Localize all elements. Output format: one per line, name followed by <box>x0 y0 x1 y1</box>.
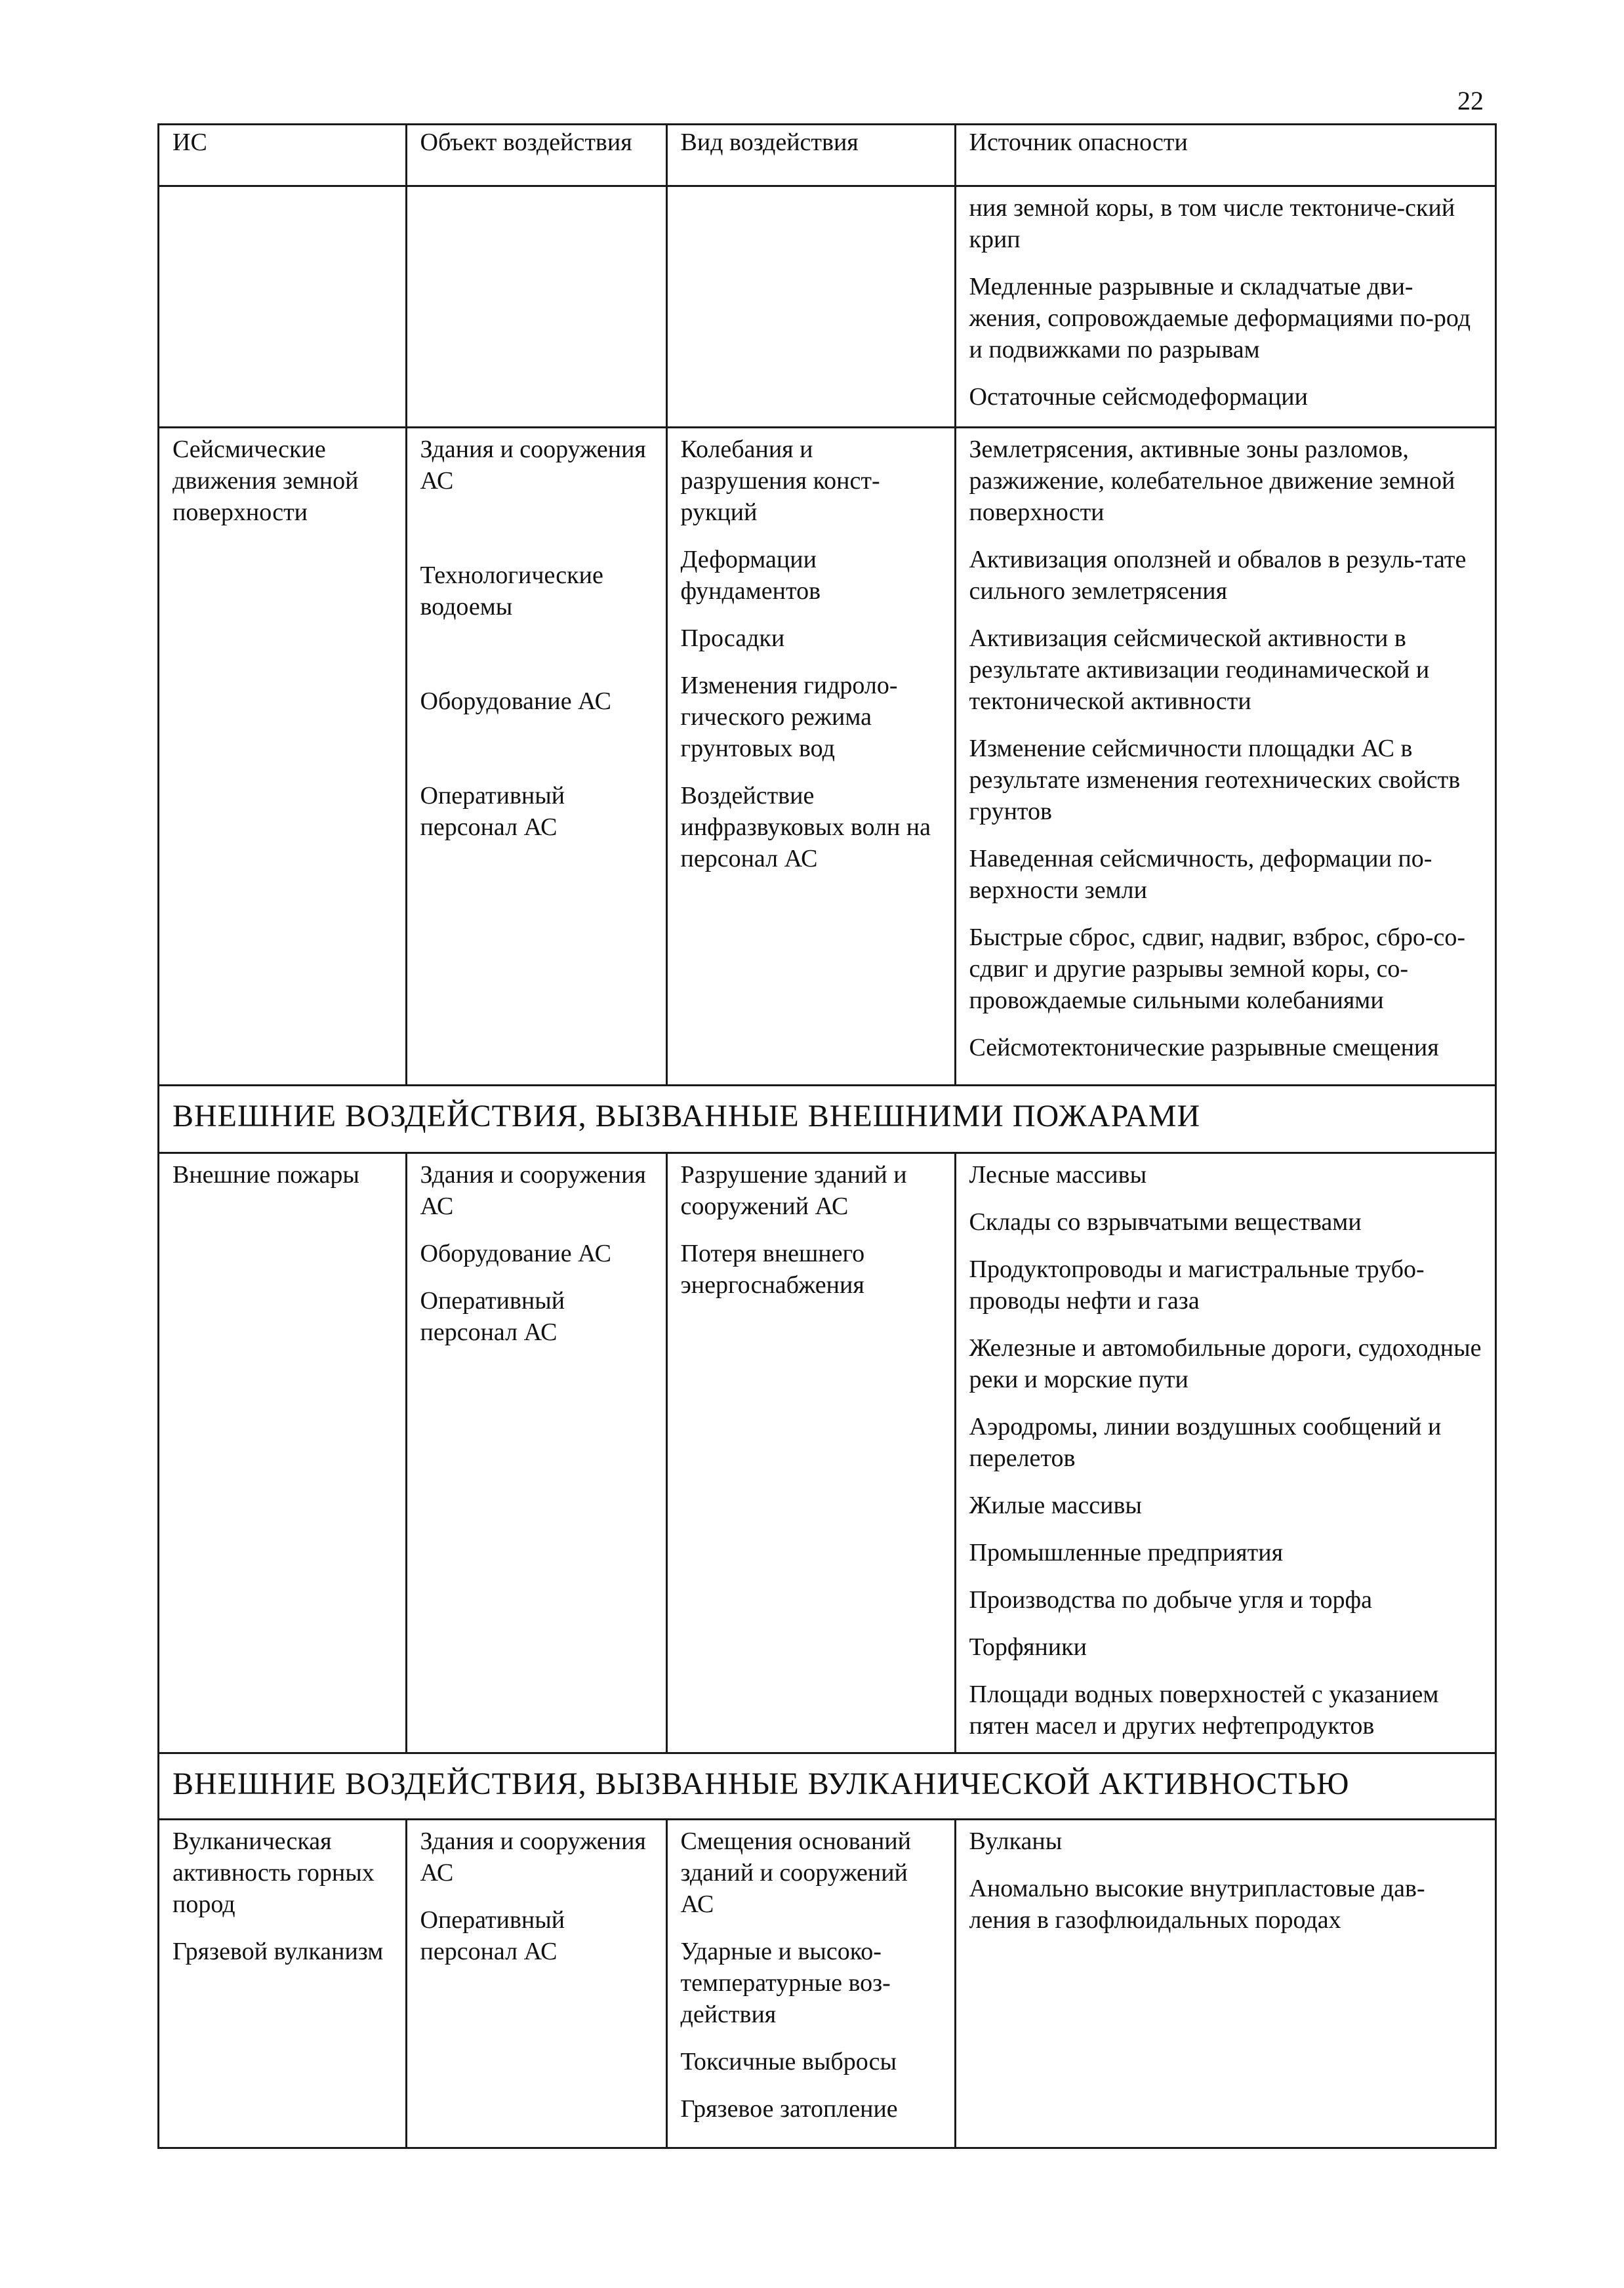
table-block-seismic <box>157 123 1497 1086</box>
cell-is: Внешние пожары <box>159 1154 406 1752</box>
is-item: Вулканическая активность горных пород <box>173 1828 375 1918</box>
cell-object <box>406 1154 666 1752</box>
source-item: Жилые массивы <box>969 1492 1142 1519</box>
source-item: Площади водных поверхностей с указанием пятен масел и других нефтепродуктов <box>969 1681 1439 1740</box>
source-item: Лесные массивы <box>969 1161 1147 1189</box>
section-title-fires-box <box>157 1084 1497 1154</box>
impact-item: Грязевое затопление <box>680 2095 898 2123</box>
table-row <box>159 186 1495 427</box>
source-item: Быстрые сброс, сдвиг, надвиг, взброс, сбро-со-сдвиг и другие разрывы земной коры, со-провождаемые сильными колебаниями <box>969 923 1465 1014</box>
source-item: Аэродромы, линии воздушных сообщений и перелетов <box>969 1413 1442 1472</box>
object-item: Здания и сооружения АС <box>420 1828 646 1887</box>
cell-is: Сейсмические движения земной поверхности <box>159 427 406 1084</box>
impact-item: Просадки <box>680 624 785 652</box>
source-item: Медленные разрывные и складчатые дви-жения, сопровождаемые деформациями по-род и подвижками по разрывам <box>969 272 1471 363</box>
impact-item: Токсичные выбросы <box>680 2048 897 2075</box>
source-item: Сейсмотектонические разрывные смещения <box>969 1033 1439 1061</box>
source-item: Производства по добыче угля и торфа <box>969 1586 1373 1614</box>
impact-item: Колебания и разрушения конст-рукций <box>680 435 880 526</box>
cell-impact <box>666 1820 955 2147</box>
object-item: Здания и сооружения АС <box>420 1161 646 1220</box>
source-item: Промышленные предприятия <box>969 1539 1284 1566</box>
table-block-fires <box>157 1152 1497 1754</box>
section-title-fires: ВНЕШНИЕ ВОЗДЕЙСТВИЯ, ВЫЗВАННЫЕ ВНЕШНИМИ ПОЖАРАМИ <box>173 1099 1201 1134</box>
table-row <box>159 1154 1495 1752</box>
cell-impact <box>666 427 955 1084</box>
source-item: Железные и автомобильные дороги, судоходные реки и морские пути <box>969 1334 1482 1393</box>
impact-item: Воздействие инфразвуковых волн на персонал АС <box>680 781 931 872</box>
impact-item: Разрушение зданий и сооружений АС <box>680 1161 907 1220</box>
cell-sources <box>955 427 1495 1084</box>
cell-impact <box>666 1154 955 1752</box>
object-item: Здания и сооружения АС <box>420 435 646 495</box>
volcanic-table <box>159 1820 1495 2147</box>
source-item: Остаточные сейсмодеформации <box>969 382 1308 411</box>
cell-sources <box>955 1154 1495 1752</box>
object-item: Технологические водоемы <box>420 561 603 621</box>
header-source: Источник опасности <box>955 125 1495 186</box>
cell-is <box>159 186 406 427</box>
cell-object <box>406 427 666 1084</box>
header-object: Объект воздействия <box>406 125 666 186</box>
is-item: Грязевой вулканизм <box>173 1938 384 1965</box>
cell-is <box>159 1820 406 2147</box>
impact-item: Потеря внешнего энергоснабжения <box>680 1240 865 1299</box>
impact-item: Смещения оснований зданий и сооружений АС <box>680 1828 911 1918</box>
table-block-volcanic <box>157 1818 1497 2149</box>
impact-item: Ударные и высоко-температурные воз-действия <box>680 1938 891 2028</box>
source-item: Аномально высокие внутрипластовые дав-ления в газофлюидальных породах <box>969 1875 1425 1934</box>
cell-sources <box>955 186 1495 427</box>
header-impact: Вид воздействия <box>666 125 955 186</box>
table-row <box>159 1820 1495 2147</box>
object-item: Оперативный персонал АС <box>420 781 565 841</box>
source-item: Склады со взрывчатыми веществами <box>969 1208 1362 1236</box>
impact-item: Деформации фундаментов <box>680 545 821 605</box>
cell-sources <box>955 1820 1495 2147</box>
table-header-row <box>159 125 1495 186</box>
fires-table <box>159 1154 1495 1752</box>
impact-item: Изменения гидроло-гического режима грунтовых вод <box>680 671 898 762</box>
table-row <box>159 427 1495 1084</box>
source-item: Активизация сейсмической активности в результате активизации геодинамической и тектонической активности <box>969 624 1430 715</box>
section-title-volcanic-box <box>157 1752 1497 1820</box>
cell-object <box>406 186 666 427</box>
cell-impact <box>666 186 955 427</box>
source-item: Торфяники <box>969 1633 1087 1661</box>
source-item: Вулканы <box>969 1828 1063 1855</box>
section-title-volcanic: ВНЕШНИЕ ВОЗДЕЙСТВИЯ, ВЫЗВАННЫЕ ВУЛКАНИЧЕСКОЙ АКТИВНОСТЬЮ <box>173 1767 1350 1801</box>
source-item: Активизация оползней и обвалов в резуль-тате сильного землетрясения <box>969 545 1467 605</box>
header-is: ИС <box>159 125 406 186</box>
object-item: Оборудование АС <box>420 687 611 715</box>
hazard-table <box>159 125 1495 1084</box>
object-item: Оперативный персонал АС <box>420 1287 565 1346</box>
page-number: 22 <box>1457 86 1484 115</box>
object-item: Оперативный персонал АС <box>420 1906 565 1965</box>
source-item: ния земной коры, в том числе тектониче-ский крип <box>969 194 1455 253</box>
cell-object <box>406 1820 666 2147</box>
source-item: Наведенная сейсмичность, деформации по-верхности земли <box>969 844 1432 904</box>
object-item: Оборудование АС <box>420 1240 611 1267</box>
source-item: Землетрясения, активные зоны разломов, разжижение, колебательное движение земной поверхности <box>969 435 1455 526</box>
source-item: Изменение сейсмичности площадки АС в результате изменения геотехнических свойств грунтов <box>969 734 1461 825</box>
source-item: Продуктопроводы и магистральные трубо-проводы нефти и газа <box>969 1256 1425 1315</box>
